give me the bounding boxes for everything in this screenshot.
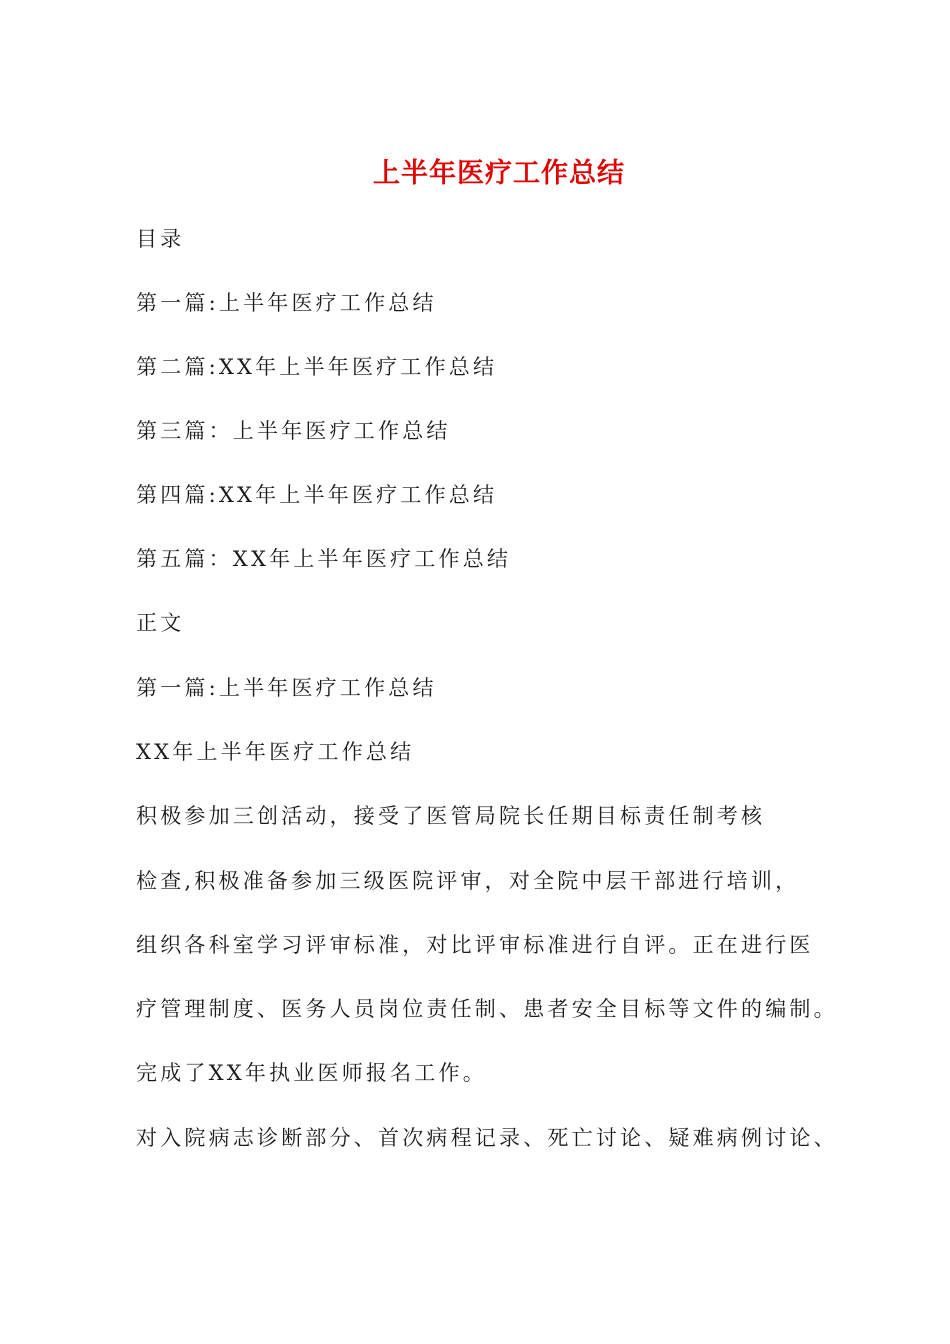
body-text-line: 对入院病志诊断部分、首次病程记录、死亡讨论、疑难病例讨论、 bbox=[136, 1126, 838, 1150]
toc-item-2: 第二篇:XX年上半年医疗工作总结 bbox=[136, 355, 498, 379]
toc-item-5: 第五篇：XX年上半年医疗工作总结 bbox=[136, 547, 512, 571]
toc-item-1: 第一篇:上半年医疗工作总结 bbox=[136, 291, 437, 315]
toc-heading: 目录 bbox=[136, 227, 185, 251]
body-text-line: 疗管理制度、医务人员岗位责任制、患者安全目标等文件的编制。 bbox=[136, 997, 838, 1021]
body-heading: 正文 bbox=[136, 611, 185, 635]
section-subtitle: XX年上半年医疗工作总结 bbox=[136, 740, 415, 764]
document-title: 上半年医疗工作总结 bbox=[373, 158, 625, 189]
toc-item-4: 第四篇:XX年上半年医疗工作总结 bbox=[136, 483, 498, 507]
body-text-line: 检查,积极准备参加三级医院评审，对全院中层干部进行培训， bbox=[136, 869, 800, 893]
chapter-heading: 第一篇:上半年医疗工作总结 bbox=[136, 676, 437, 700]
body-text-line: 组织各科室学习评审标准，对比评审标准进行自评。正在进行医 bbox=[136, 933, 814, 957]
body-text-line: 完成了XX年执业医师报名工作。 bbox=[136, 1061, 487, 1085]
toc-item-3: 第三篇：上半年医疗工作总结 bbox=[136, 419, 451, 443]
body-text-line: 积极参加三创活动，接受了医管局院长任期目标责任制考核 bbox=[136, 804, 766, 828]
